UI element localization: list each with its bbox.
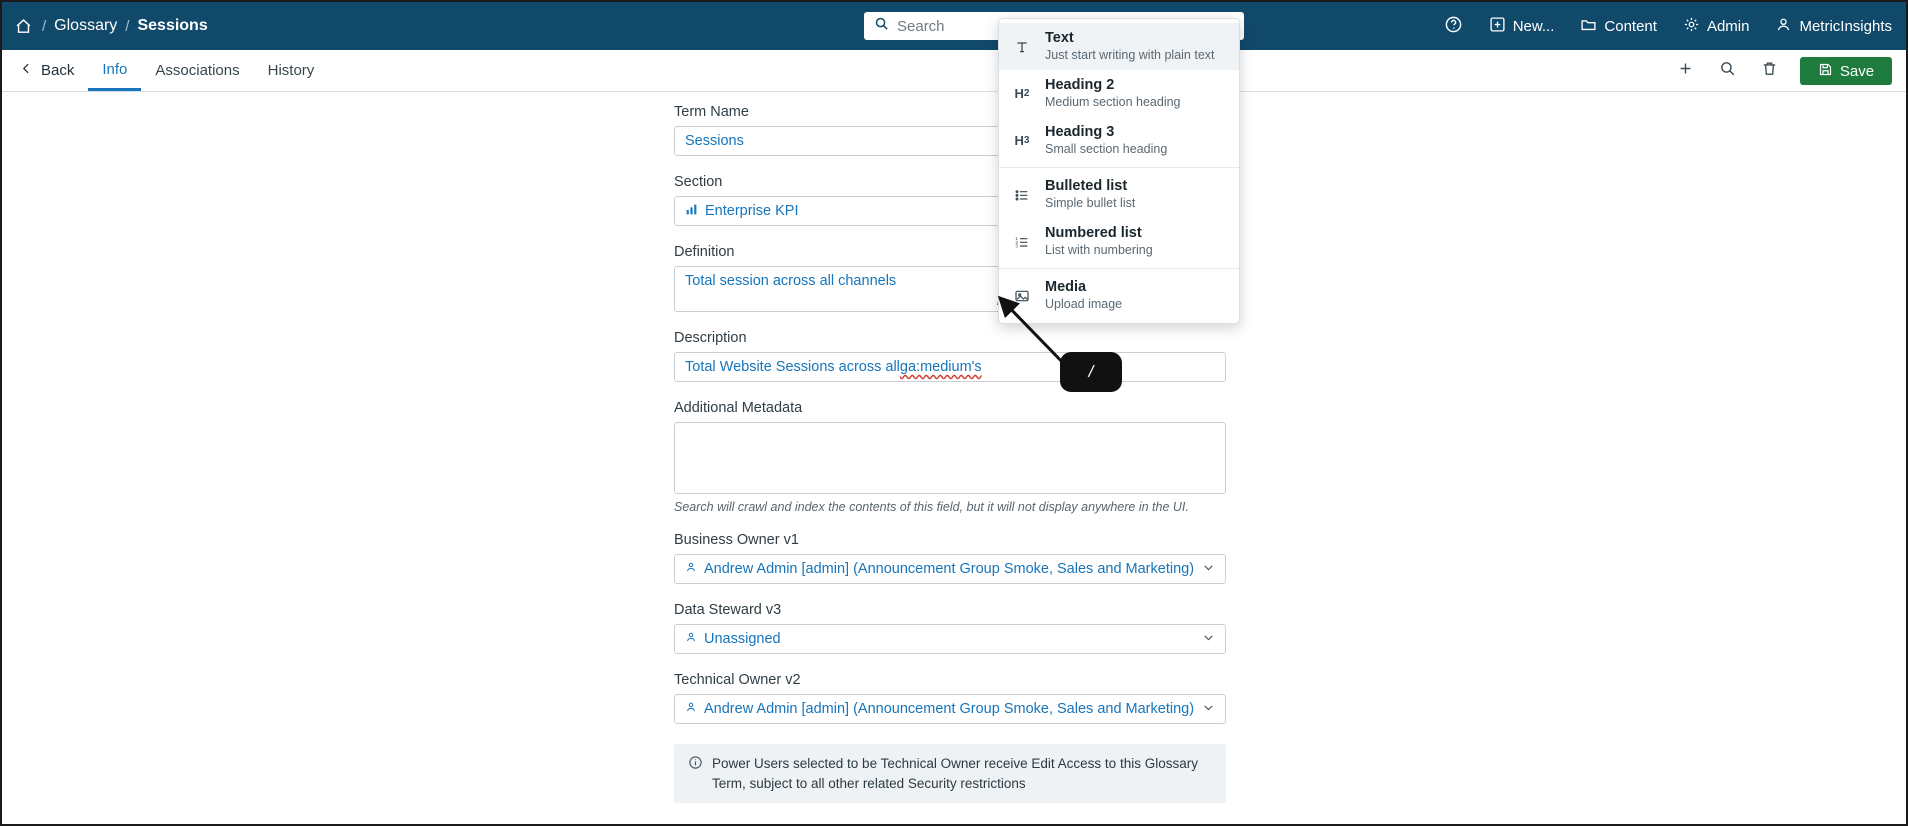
slash-menu-item-text-sub: Just start writing with plain text [1045,48,1215,63]
svg-text:1: 1 [1015,235,1018,241]
delete-button[interactable] [1758,60,1780,82]
slash-menu-item-numbered-list[interactable] [999,218,1239,265]
user-menu[interactable] [1775,16,1892,37]
user-icon [685,561,697,577]
section-value: Enterprise KPI [705,203,799,219]
bulleted-list-icon [1011,184,1033,206]
business-owner-label: Business Owner v1 [674,532,799,548]
tab-history[interactable] [254,50,329,91]
description-value: Total Website Sessions across all [685,359,900,375]
slash-menu-item-text[interactable] [999,23,1239,70]
save-icon [1818,62,1833,81]
technical-owner-select[interactable] [674,694,1226,724]
section-label: Section [674,174,723,190]
slash-menu-item-numbered-list-sub: List with numbering [1045,243,1153,258]
term-name-label: Term Name [674,104,749,120]
typed-key-bubble [1060,352,1122,392]
user-icon [685,701,697,717]
slash-menu-item-media-title: Media [1045,279,1087,296]
tab-info-label: Info [102,60,128,78]
admin-button[interactable] [1683,16,1750,37]
plus-square-icon [1489,16,1506,37]
breadcrumb-item-sessions[interactable]: Sessions [137,17,208,34]
slash-menu-item-bulleted-list-sub: Simple bullet list [1045,196,1136,211]
save-button[interactable] [1800,57,1892,85]
description-label: Description [674,330,747,346]
content-button[interactable] [1580,16,1657,37]
search-button[interactable] [1716,60,1738,82]
plus-icon [1677,60,1694,82]
text-icon [1011,36,1033,58]
heading-3-icon: H 3 [1014,133,1030,148]
top-bar-actions [1444,2,1892,50]
definition-label: Definition [674,244,735,260]
slash-menu-item-media-sub: Upload image [1045,297,1123,312]
numbered-list-icon [1011,231,1033,253]
slash-command-menu[interactable] [998,18,1240,324]
gear-icon [1683,16,1700,37]
content-button-label: Content [1604,17,1657,35]
add-button[interactable] [1674,60,1696,82]
page-toolbar [2,50,1906,92]
description-value-misspelled: ga:medium's [899,359,982,375]
save-button-label: Save [1839,62,1875,80]
tab-associations-label: Associations [155,62,240,79]
slash-menu-item-bulleted-list-title: Bulleted list [1045,178,1128,195]
back-button-label: Back [41,62,75,79]
additional-metadata-label: Additional Metadata [674,400,803,416]
slash-menu-item-heading-3-sub: Small section heading [1045,142,1168,157]
slash-menu-item-numbered-list-title: Numbered list [1045,225,1142,242]
slash-menu-divider-1 [999,167,1239,168]
chevron-left-icon [20,62,33,79]
slash-menu-item-heading-3-title: Heading 3 [1045,124,1115,141]
breadcrumb [2,15,208,37]
business-owner-value: Andrew Admin [admin] (Announcement Group Smoke, Sales and Marketing) [704,561,1195,577]
svg-text:3: 3 [1015,243,1018,249]
data-steward-value: Unassigned [704,631,781,647]
tab-info[interactable] [88,50,141,91]
technical-owner-label: Technical Owner v2 [674,672,801,688]
slash-menu-item-heading-2[interactable] [999,70,1239,117]
security-notice-text: Power Users selected to be Technical Owner receive Edit Access to this Glossary Term, subject to all other related Security restrictions [712,756,1198,791]
additional-metadata-textarea[interactable] [674,422,1226,494]
home-icon[interactable] [12,15,34,37]
slash-menu-item-text-title: Text [1045,30,1074,47]
folder-icon [1580,16,1597,37]
technical-owner-value: Andrew Admin [admin] (Announcement Group Smoke, Sales and Marketing) [704,701,1195,717]
slash-menu-item-heading-2-title: Heading 2 [1045,77,1115,94]
toolbar-actions [1674,50,1892,92]
top-navigation-bar [2,2,1906,50]
chevron-down-icon [1202,631,1215,648]
help-button[interactable] [1444,15,1463,38]
search-placeholder: Search [897,17,945,35]
typed-key-label: / [1088,362,1094,381]
svg-text:2: 2 [1015,239,1018,245]
slash-menu-item-heading-3[interactable] [999,117,1239,164]
data-steward-select[interactable] [674,624,1226,654]
security-notice [674,744,1226,803]
business-owner-select[interactable] [674,554,1226,584]
breadcrumb-separator-1: / [42,17,47,35]
description-input[interactable] [674,352,1226,382]
chevron-down-icon [1202,701,1215,718]
breadcrumb-separator-2: / [125,17,130,35]
user-icon [1775,16,1792,37]
search-icon [874,16,889,36]
slash-menu-divider-2 [999,268,1239,269]
data-steward-label: Data Steward v3 [674,602,782,618]
back-button[interactable] [2,50,88,91]
tab-history-label: History [267,62,315,79]
definition-value: Total session across all channels [685,273,897,289]
chevron-down-icon [1202,561,1215,578]
search-icon [1719,60,1736,82]
new-button[interactable] [1489,16,1555,37]
breadcrumb-item-glossary[interactable]: Glossary [54,17,118,34]
tab-associations[interactable] [141,50,253,91]
admin-button-label: Admin [1706,17,1750,35]
bar-chart-icon [685,203,698,220]
slash-menu-item-heading-2-sub: Medium section heading [1045,95,1181,110]
info-icon [688,755,703,776]
help-circle-icon [1444,15,1463,38]
additional-metadata-hint: Search will crawl and index the contents of this field, but it will not display anywhere in the UI. [674,500,1189,514]
new-button-label: New... [1512,17,1555,35]
term-name-value: Sessions [685,133,744,149]
slash-menu-item-bulleted-list[interactable] [999,171,1239,218]
heading-2-icon: H 2 [1014,86,1030,101]
user-name-label: MetricInsights [1799,17,1892,35]
trash-icon [1761,60,1778,82]
user-icon [685,631,697,647]
